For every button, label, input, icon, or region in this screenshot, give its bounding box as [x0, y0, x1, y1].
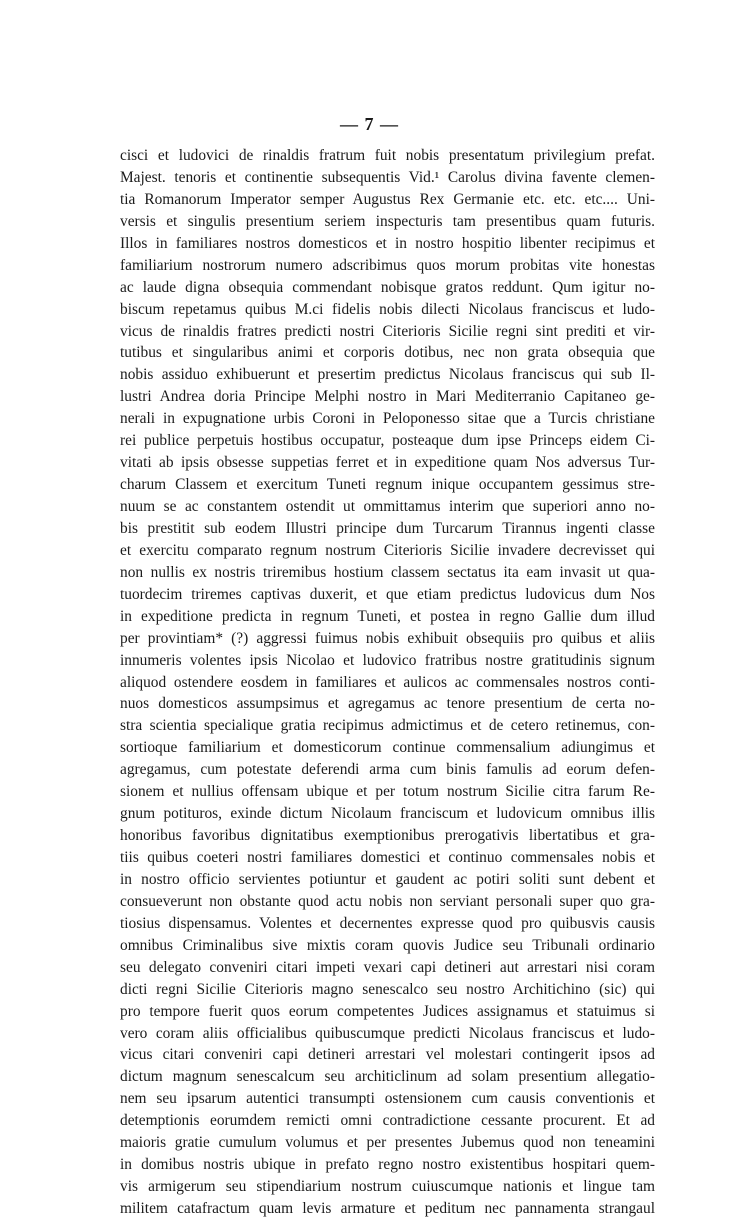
text-line: tia Romanorum Imperator semper Augustus Rex Germanie etc. etc. etc.... Uni-	[120, 190, 655, 208]
text-line: charum Classem et exercitum Tuneti regnum inique occupantem gessimus stre-	[120, 476, 655, 494]
text-line: gnum potituros, exinde dictum Nicolaum franciscum et ludovicum omnibus illis	[120, 805, 655, 823]
text-line: consueverunt non obstante quod actu nobis non serviant personali super quo gra-	[120, 892, 655, 910]
text-line: per provintiam* (?) aggressi fuimus nobis exhibuit obsequiis pro quibus et aliis	[120, 629, 655, 647]
text-line: in expeditione predicta in regnum Tuneti, et postea in regno Gallie dum illud	[120, 607, 655, 625]
text-line: ac laude digna obsequia commendant nobisque gratos reddunt. Qum igitur no-	[120, 278, 655, 296]
text-line: seu delegato conveniri citari impeti vexari capi detineri aut arrestari nisi coram	[120, 958, 655, 976]
text-line: tiis quibus coeteri nostri familiares domestici et continuo commensales nobis et	[120, 849, 655, 866]
text-line: bis prestitit sub eodem Illustri principe dum Turcarum Tirannus ingenti classe	[120, 519, 655, 537]
text-line: militem catafractum quam levis armature et peditum nec pannamenta strangaul	[120, 1200, 655, 1217]
text-line: honoribus favoribus dignitatibus exemptionibus prerogativis libertatibus et gra-	[120, 827, 655, 845]
text-line: Illos in familiares nostros domesticos et in nostro hospitio libenter recipimus et	[120, 234, 655, 252]
text-line: nuum se ac constantem ostendit ut ommittamus interim que superiori anno no-	[120, 498, 655, 515]
text-line: agregamus, cum potestate deferendi arma cum binis famulis ad eorum defen-	[120, 761, 655, 779]
text-line: dicti regni Sicilie Citerioris magno senescalco seu nostro Architichino (sic) qui	[120, 980, 655, 998]
text-line: vitati ab ipsis obsesse suppetias ferret et in expeditione quam Nos adversus Tur-	[120, 454, 655, 472]
text-line: vero coram aliis officialibus quibuscumque predicti Nicolaus franciscus et ludo-	[120, 1024, 655, 1042]
text-line: vicus citari conveniri capi detineri arrestari vel molestari contingerit ipsos ad	[120, 1046, 655, 1064]
text-line: dictum magnum senescalcum seu architiclinum ad solam presentium allegatio-	[120, 1068, 655, 1086]
text-line: rei publice perpetuis hostibus occupatur, posteaque dum ipse Princeps eidem Ci-	[120, 432, 655, 450]
text-line: maioris gratie cumulum volumus et per presentes Jubemus quod non teneamini	[120, 1134, 655, 1152]
text-line: nobis assiduo exhibuerunt et presertim predictus Nicolaus franciscus qui sub Il-	[120, 366, 655, 384]
text-line: innumeris volentes ipsis Nicolao et ludovico fratribus nostre gratitudinis signum	[120, 651, 655, 669]
text-line: non nullis ex nostris triremibus hostium classem sectatus ita eam invasit ut qua-	[120, 563, 655, 581]
text-line: sionem et nullius offensam ubique et per totum nostrum Sicilie citra farum Re-	[120, 783, 655, 801]
text-line: in domibus nostris ubique in prefato regno nostro existentibus hospitari quem-	[120, 1156, 655, 1174]
text-line: aliquod ostendere eosdem in familiares et aulicos ac commensales nostros conti-	[120, 673, 655, 691]
text-line: tutibus et singularibus animi et corporis dotibus, nec non grata obsequia que	[120, 344, 655, 362]
text-line: sortioque familiarium et domesticorum continue commensalium adiungimus et	[120, 739, 655, 757]
text-line: pro tempore fuerit quos eorum competentes Judices assignamus et statuimus si	[120, 1002, 655, 1020]
text-line: et exercitu comparato regnum nostrum Citerioris Sicilie invadere decrevisset qui	[120, 541, 655, 559]
text-line: vicus de rinaldis fratres predicti nostri Citerioris Sicilie regni sint prediti et vir-	[120, 322, 655, 340]
text-line: omnibus Criminalibus sive mixtis coram quovis Judice seu Tribunali ordinario	[120, 936, 655, 954]
text-line: biscum repetamus quibus M.ci fidelis nobis dilecti Nicolaus franciscus et ludo-	[120, 300, 655, 318]
text-line: familiarium nostrorum numero adscribimus quos morum probitas vite honestas	[120, 256, 655, 274]
text-line: nuos domesticos assumpsimus et agregamus ac tenore presentium de certa no-	[120, 695, 655, 713]
text-line: tiosius dispensamus. Volentes et decernentes expresse quod pro quibusvis causis	[120, 914, 655, 932]
text-line: in nostro officio servientes potiuntur et gaudent ac potiri soliti sunt debent et	[120, 870, 655, 888]
text-line: Majest. tenoris et continentie subsequentis Vid.¹ Carolus divina favente clemen-	[120, 168, 655, 186]
text-line: tuordecim triremes captivas duxerit, et que etiam predictus ludovicus dum Nos	[120, 585, 655, 603]
text-line: vis armigerum seu stipendiarium nostrum cuiuscumque nationis et lingue tam	[120, 1178, 655, 1196]
body-text	[120, 145, 655, 1220]
text-line: stra scientia specialique gratia recipimus admictimus et de cetero retinemus, con-	[120, 717, 655, 735]
text-line: versis et singulis presentium seriem inspecturis tam presentibus quam futuris.	[120, 212, 655, 230]
text-line: cisci et ludovici de rinaldis fratrum fuit nobis presentatum privilegium prefat.	[120, 147, 655, 164]
text-line: nerali in expugnatione urbis Coroni in Peloponesso sitae que a Turcis christiane	[120, 410, 655, 428]
page-number: — 7 —	[340, 114, 399, 134]
text-line: lustri Andrea doria Principe Melphi nostro in Mari Mediterranio Capitaneo ge-	[120, 388, 655, 406]
text-line: nem seu ipsarum autentici transumpti ostensionem cum causis conventionis et	[120, 1090, 655, 1108]
text-line: detemptionis eorumdem remicti omni contradictione cessante procurent. Et ad	[120, 1112, 655, 1130]
